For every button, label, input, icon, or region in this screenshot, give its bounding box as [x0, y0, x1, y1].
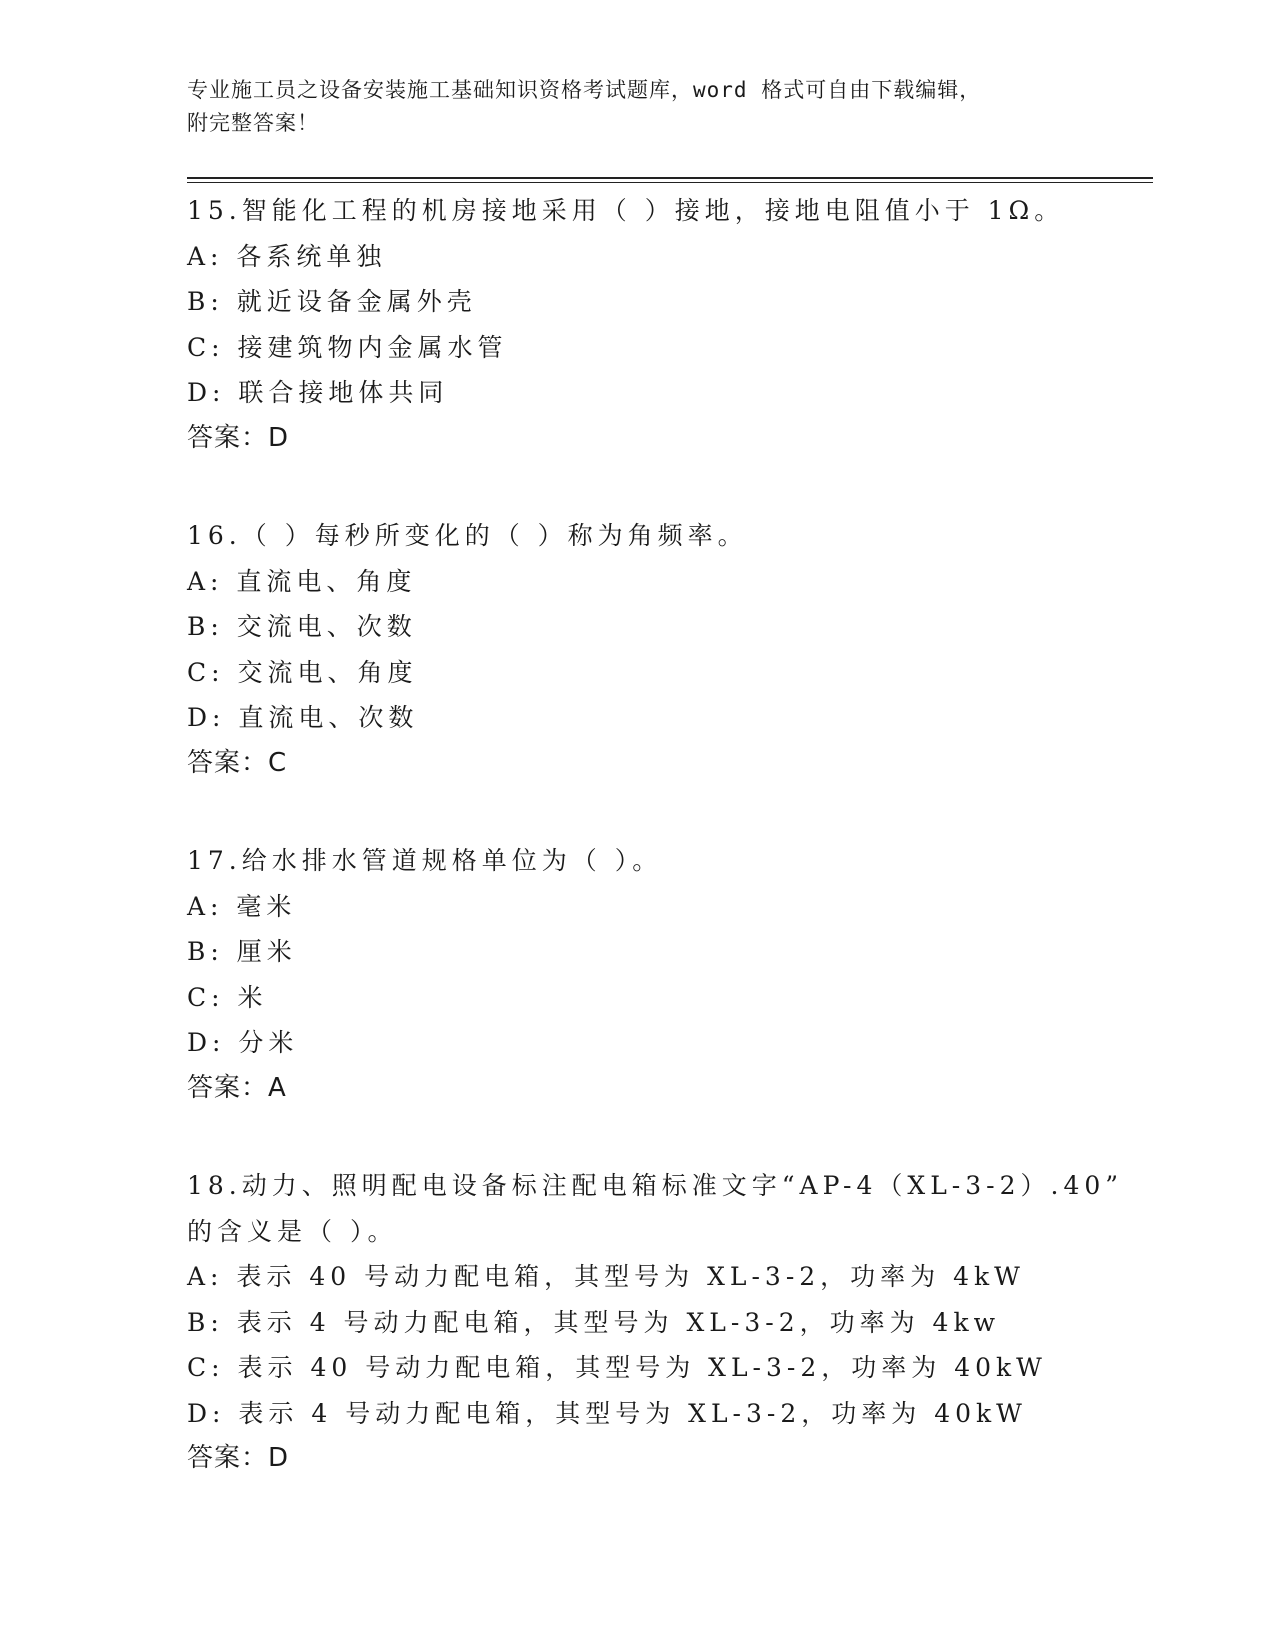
question-16 [187, 513, 1147, 786]
header-line-2: 附完整答案！ [187, 111, 319, 135]
option-d: D: 表示 4 号动力配电箱，其型号为 XL-3-2，功率为 40kW [187, 1398, 1027, 1428]
question-15 [187, 188, 1147, 461]
option-a: A: 毫米 [187, 891, 297, 921]
question-stem-line-1: 18.动力、照明配电设备标注配电箱标准文字“AP-4（XL-3-2）.40” [187, 1171, 1124, 1200]
option-a: A: 表示 40 号动力配电箱，其型号为 XL-3-2，功率为 4kW [187, 1262, 1025, 1291]
header-divider [187, 177, 1153, 183]
option-a: A: 各系统单独 [187, 241, 387, 271]
option-d: D: 联合接地体共同 [187, 378, 449, 407]
option-c: C: 接建筑物内金属水管 [187, 332, 508, 362]
option-c: C: 交流电、角度 [187, 657, 418, 687]
option-c: C: 表示 40 号动力配电箱，其型号为 XL-3-2，功率为 40kW [187, 1353, 1047, 1382]
document-header [187, 74, 1087, 140]
answer-line: 答案：C [187, 747, 288, 778]
option-b: B: 交流电、次数 [187, 612, 417, 641]
header-line-1: 专业施工员之设备安装施工基础知识资格考试题库，word 格式可自由下载编辑， [187, 78, 982, 102]
answer-line: 答案：D [187, 422, 290, 453]
question-18 [187, 1163, 1147, 1482]
question-stem: 16.（ ）每秒所变化的（ ）称为角频率。 [187, 521, 748, 550]
option-a: A: 直流电、角度 [187, 566, 417, 596]
answer-line: 答案：A [187, 1072, 287, 1103]
question-stem: 15.智能化工程的机房接地采用（ ）接地，接地电阻值小于 1Ω。 [187, 196, 1065, 225]
question-stem: 17.给水排水管道规格单位为（ ）。 [187, 846, 663, 875]
option-d: D: 分米 [187, 1028, 299, 1057]
option-b: B: 表示 4 号动力配电箱，其型号为 XL-3-2，功率为 4kw [187, 1307, 1000, 1337]
question-17 [187, 838, 1147, 1111]
option-b: B: 厘米 [187, 937, 297, 966]
option-c: C: 米 [187, 982, 268, 1012]
option-b: B: 就近设备金属外壳 [187, 287, 477, 316]
question-list [187, 188, 1147, 1534]
option-d: D: 直流电、次数 [187, 703, 419, 732]
answer-line: 答案：D [187, 1443, 290, 1473]
question-stem-line-2: 的含义是（ ）。 [187, 1216, 398, 1246]
